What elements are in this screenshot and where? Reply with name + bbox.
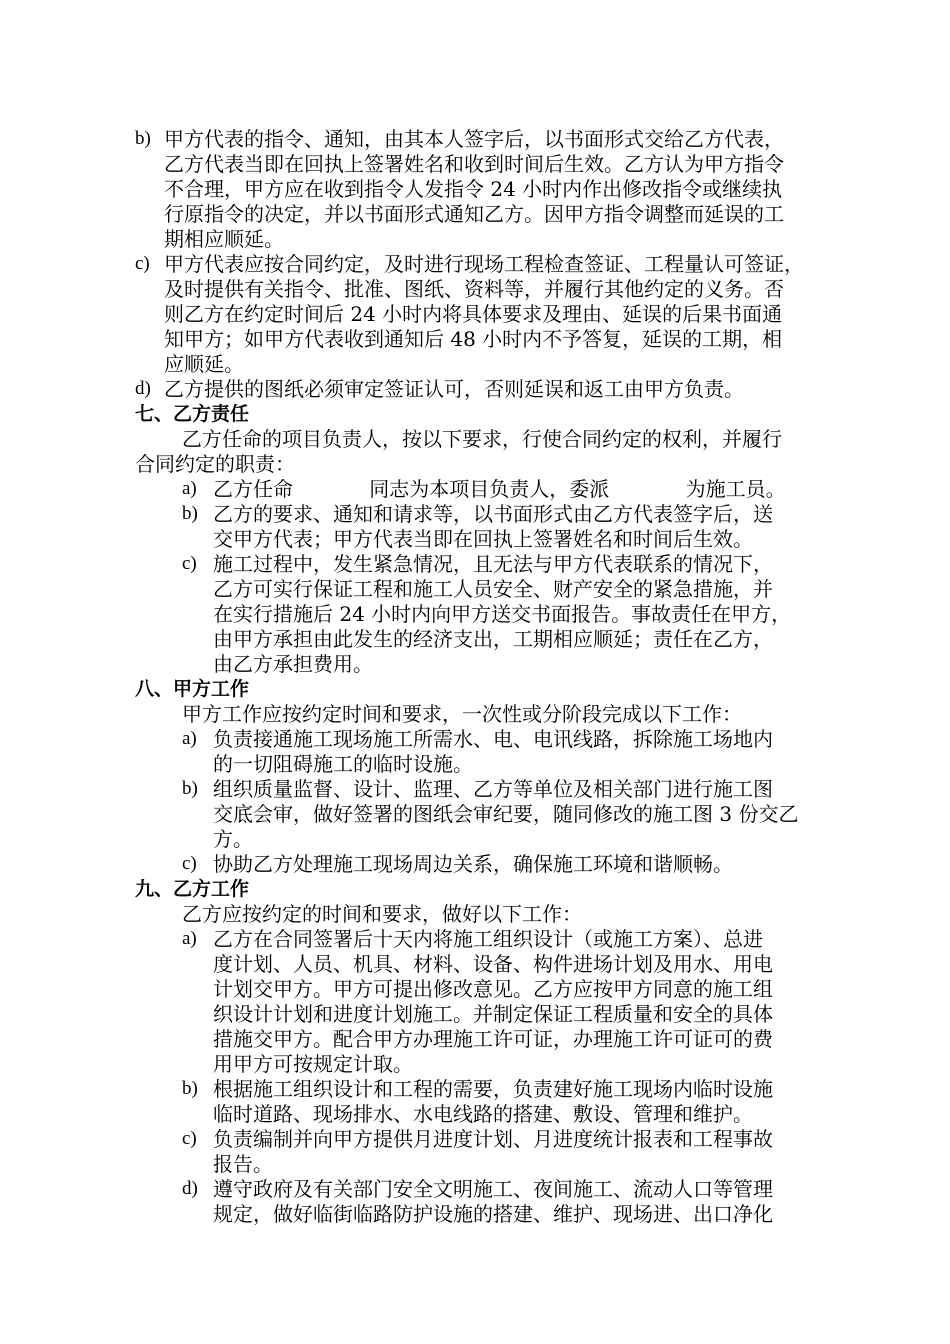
paragraph-line: 乙方可实行保证工程和施工人员安全、财产安全的紧急措施，并	[213, 577, 773, 601]
paragraph-line: 遵守政府及有关部门安全文明施工、夜间施工、流动人口等管理	[213, 1177, 773, 1201]
paragraph-line: 负责编制并向甲方提供月进度计划、月进度统计报表和工程事故	[213, 1127, 773, 1151]
paragraph-line: 在实行措施后 24 小时内向甲方送交书面报告。事故责任在甲方，	[213, 602, 792, 626]
list-marker: b)	[182, 778, 198, 799]
paragraph-line: 的一切阻碍施工的临时设施。	[213, 752, 473, 776]
paragraph-line: 由甲方承担由此发生的经济支出，工期相应顺延；责任在乙方，	[213, 627, 773, 651]
paragraph-line: 措施交甲方。配合甲方办理施工许可证，办理施工许可证可的费	[213, 1027, 773, 1051]
paragraph-line: 交甲方代表；甲方代表当即在回执上签署姓名和时间后生效。	[213, 527, 753, 551]
list-marker: c)	[182, 853, 197, 874]
section-heading: 九、乙方工作	[135, 878, 250, 900]
section-heading: 七、乙方责任	[135, 403, 250, 425]
paragraph-line: 乙方代表当即在回执上签署姓名和收到时间后生效。乙方认为甲方指令	[164, 152, 784, 176]
list-marker: a)	[182, 478, 197, 499]
paragraph-line: 不合理，甲方应在收到指令人发指令 24 小时内作出修改指令或继续执	[164, 177, 783, 201]
paragraph-line: 施工过程中，发生紧急情况，且无法与甲方代表联系的情况下，	[213, 552, 773, 576]
list-marker: c)	[182, 1128, 197, 1149]
paragraph-line: 规定，做好临街临路防护设施的搭建、维护、现场进、出口净化	[213, 1202, 773, 1226]
paragraph-line: 甲方工作应按约定时间和要求，一次性或分阶段完成以下工作：	[182, 702, 742, 726]
list-marker: c)	[135, 253, 150, 274]
section-heading: 八、甲方工作	[135, 678, 250, 700]
paragraph-line: 方。	[213, 827, 253, 851]
paragraph-line: 临时道路、现场排水、水电线路的搭建、敷设、管理和维护。	[213, 1102, 753, 1126]
paragraph-line: 织设计计划和进度计划施工。并制定保证工程质量和安全的具体	[213, 1002, 773, 1026]
paragraph-line: 行原指令的决定，并以书面形式通知乙方。因甲方指令调整而延误的工	[164, 202, 784, 226]
list-marker: b)	[182, 1078, 198, 1099]
list-marker: a)	[182, 728, 197, 749]
paragraph-line: 乙方在合同签署后十天内将施工组织设计（或施工方案）、总进	[213, 927, 763, 951]
paragraph-line: 计划交甲方。甲方可提出修改意见。乙方应按甲方同意的施工组	[213, 977, 773, 1001]
paragraph-line: 甲方代表的指令、通知，由其本人签字后，以书面形式交给乙方代表，	[164, 127, 784, 151]
paragraph-line: 根据施工组织设计和工程的需要，负责建好施工现场内临时设施	[213, 1077, 773, 1101]
paragraph-line: 及时提供有关指令、批准、图纸、资料等，并履行其他约定的义务。否	[164, 277, 784, 301]
paragraph-line: 用甲方可按规定计取。	[213, 1052, 413, 1076]
paragraph-line: 乙方任命 同志为本项目负责人，委派 为施工员。	[213, 477, 786, 501]
paragraph-line: 则乙方在约定时间后 24 小时内将具体要求及理由、延误的后果书面通	[164, 302, 783, 326]
paragraph-line: 乙方的要求、通知和请求等，以书面形式由乙方代表签字后，送	[213, 502, 773, 526]
list-marker: b)	[135, 128, 151, 149]
paragraph-line: 知甲方；如甲方代表收到通知后 48 小时内不予答复，延误的工期，相	[164, 327, 783, 351]
list-marker: b)	[182, 503, 198, 524]
paragraph-line: 协助乙方处理施工现场周边关系，确保施工环境和谐顺畅。	[213, 852, 733, 876]
paragraph-line: 乙方应按约定的时间和要求，做好以下工作：	[182, 902, 582, 926]
list-marker: c)	[182, 553, 197, 574]
paragraph-line: 应顺延。	[164, 352, 244, 376]
paragraph-line: 由乙方承担费用。	[213, 652, 373, 676]
paragraph-line: 度计划、人员、机具、材料、设备、构件进场计划及用水、用电	[213, 952, 773, 976]
list-marker: a)	[182, 928, 197, 949]
paragraph-line: 组织质量监督、设计、监理、乙方等单位及相关部门进行施工图	[213, 777, 773, 801]
paragraph-line: 期相应顺延。	[164, 227, 284, 251]
paragraph-line: 交底会审，做好签署的图纸会审纪要，随同修改的施工图 3 份交乙	[213, 802, 799, 826]
paragraph-line: 负责接通施工现场施工所需水、电、电讯线路，拆除施工场地内	[213, 727, 773, 751]
paragraph-line: 乙方任命的项目负责人，按以下要求，行使合同约定的权利，并履行	[182, 427, 782, 451]
list-marker: d)	[135, 378, 151, 399]
list-marker: d)	[182, 1178, 198, 1199]
paragraph-line: 乙方提供的图纸必须审定签证认可，否则延误和返工由甲方负责。	[164, 377, 744, 401]
paragraph-line: 报告。	[213, 1152, 273, 1176]
paragraph-line: 合同约定的职责：	[135, 452, 295, 476]
paragraph-line: 甲方代表应按合同约定，及时进行现场工程检查签证、工程量认可签证，	[164, 252, 804, 276]
